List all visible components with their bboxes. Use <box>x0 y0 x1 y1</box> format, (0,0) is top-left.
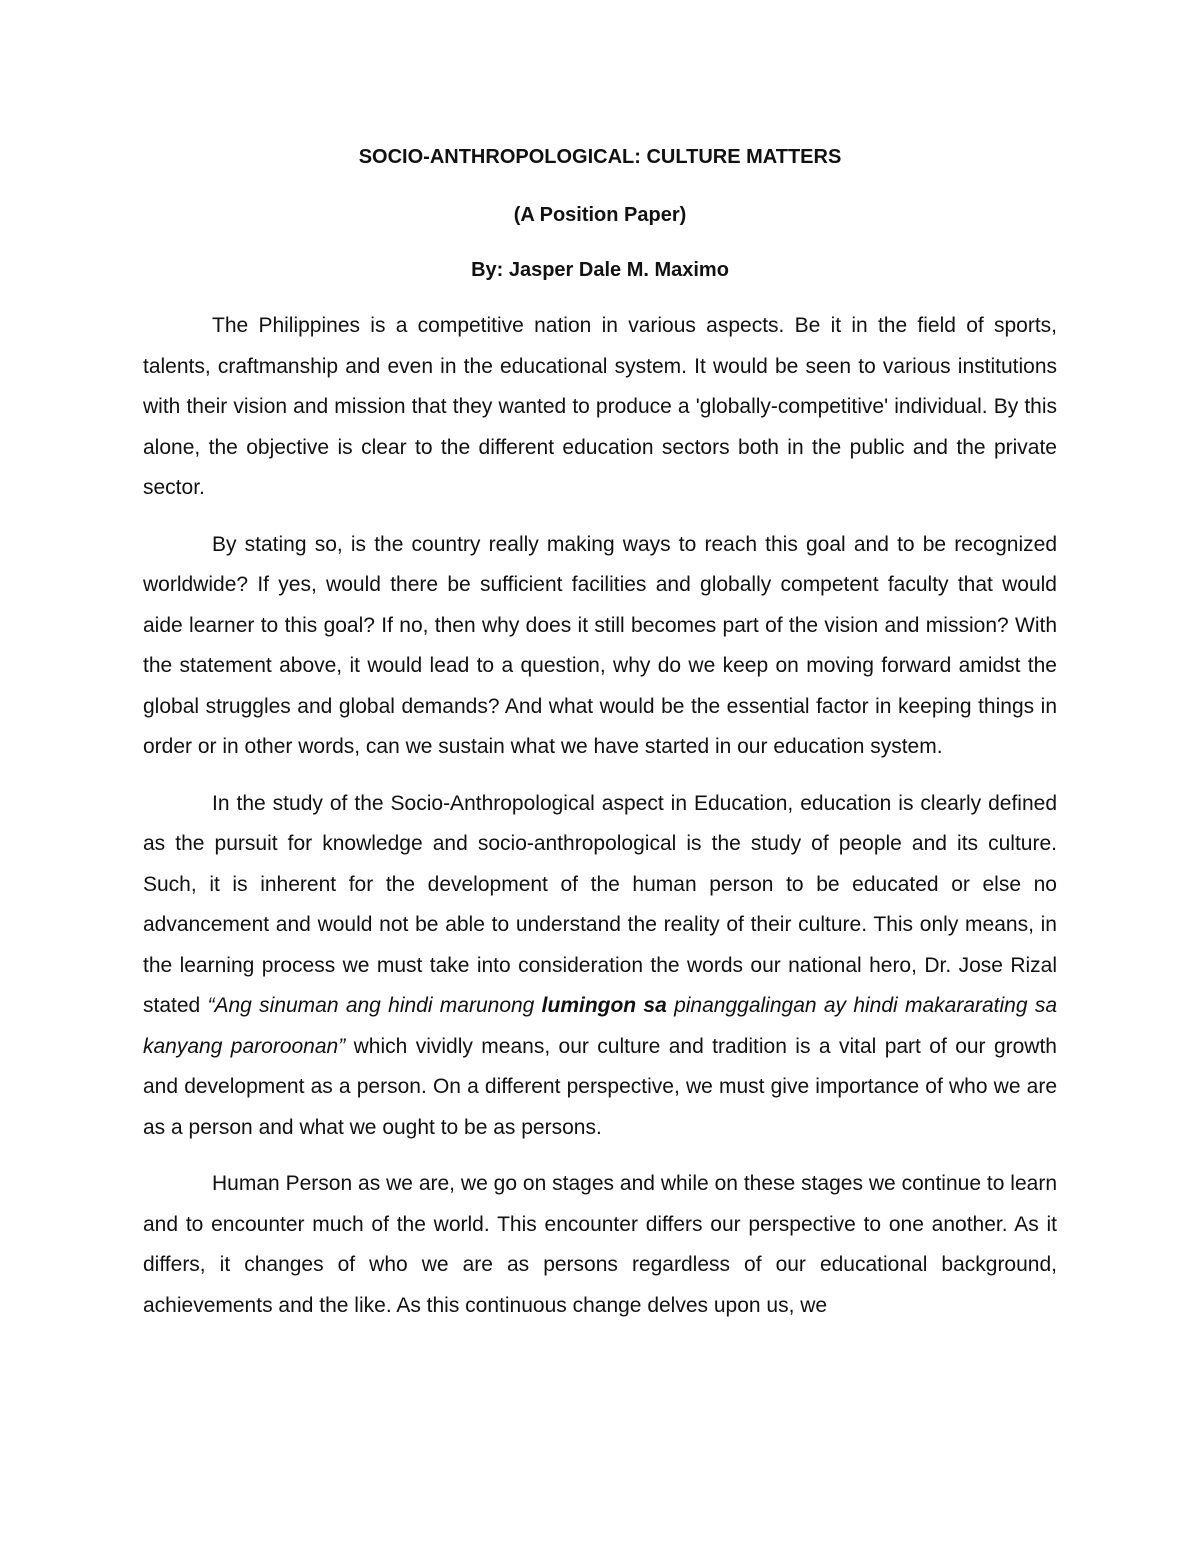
paragraph-3-text-after-quote: which vividly means, our culture and tradition is a vital part of our growth and development as a person. On a different perspective, we must give importance of who we are as a person and what we ought to be as persons. <box>143 1034 1057 1139</box>
paragraph-4: Human Person as we are, we go on stages and while on these stages we continue to learn and to encounter much of the world. This encounter differs our perspective to one another. As it differs, it changes of who we are as persons regardless of our educational background, achievements and the like. As this continuous change delves upon us, we <box>143 1172 1057 1317</box>
paragraph-3-text-before-quote: In the study of the Socio-Anthropological aspect in Education, education is clearly defined as the pursuit for knowledge and socio-anthropological is the study of people and its culture. Such, it is inherent for the development of the human person to be educated or else no advancement and would not be able to understand the reality of their culture. This only means, in the learning process we must take into consideration the words our national hero, Dr. Jose Rizal stated <box>143 791 1057 1017</box>
document-title: SOCIO-ANTHROPOLOGICAL: CULTURE MATTERS <box>358 146 842 168</box>
paragraph-2: By stating so, is the country really making ways to reach this goal and to be recognized worldwide? If yes, would there be sufficient facilities and globally competent faculty that would aide learner to this goal? If no, then why does it still becomes part of the vision and mission? With the statement above, it would lead to a question, why do we keep on moving forward amidst the global struggles and global demands? And what would be the essential factor in keeping things in order or in other words, can we sustain what we have started in our education system. <box>143 532 1057 758</box>
paragraph-3 <box>143 784 1057 1149</box>
document-author: By: Jasper Dale M. Maximo <box>471 259 729 281</box>
document-body <box>143 306 1057 1326</box>
document-subtitle: (A Position Paper) <box>513 204 687 226</box>
paragraph-1: The Philippines is a competitive nation in various aspects. Be it in the field of sports, talents, craftmanship and even in the educational system. It would be seen to various institutions with their vision and mission that they wanted to produce a 'globally-competitive' individual. By this alone, the objective is clear to the different education sectors both in the public and the private sector. <box>143 314 1057 499</box>
rizal-quote-emphasis: lumingon sa <box>541 994 667 1017</box>
rizal-quote-part-2: pinanggalingan ay hindi makararating sa kanyang paroroonan” <box>143 994 1057 1058</box>
rizal-quote-part-1: “Ang sinuman ang hindi marunong <box>207 994 542 1017</box>
